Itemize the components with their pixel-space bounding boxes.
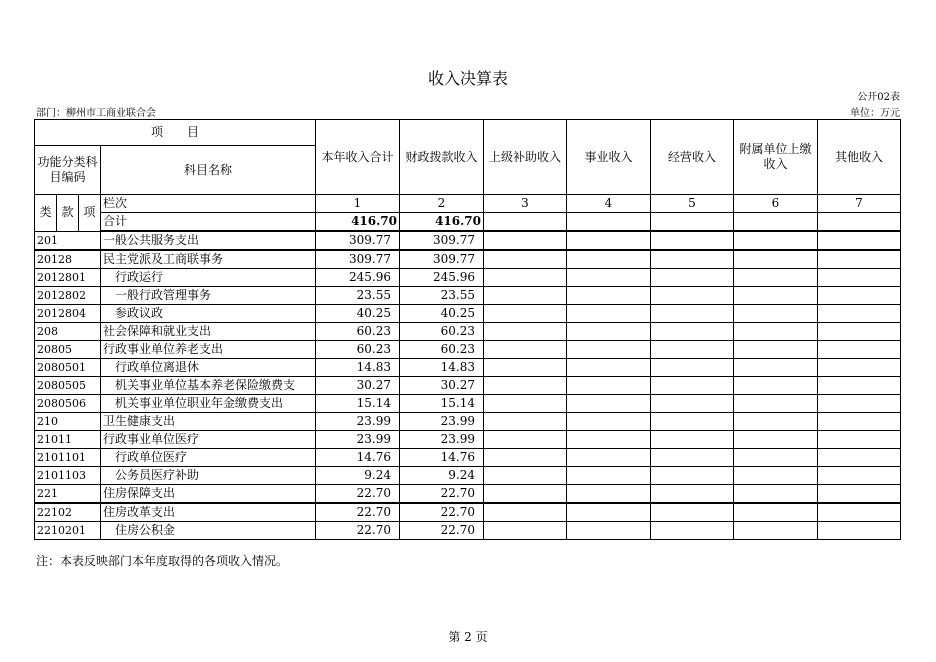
- table-row: [35, 449, 901, 467]
- table-row: [35, 287, 901, 305]
- row-value-1: 60.23: [316, 341, 400, 359]
- row-name: 一般行政管理事务: [101, 287, 316, 305]
- row-value-1: 40.25: [316, 305, 400, 323]
- header-col-1: 本年收入合计: [316, 120, 400, 195]
- table-row: [35, 359, 901, 377]
- row-code: 2012802: [35, 287, 101, 305]
- row-name: 行政单位离退休: [101, 359, 316, 377]
- row-name: 行政运行: [101, 269, 316, 287]
- row-value-2: 245.96: [400, 269, 484, 287]
- row-name: 参政议政: [101, 305, 316, 323]
- row-code: 221: [35, 485, 101, 504]
- row-value-1: 15.14: [316, 395, 400, 413]
- row-value-1: 245.96: [316, 269, 400, 287]
- header-lei: 类: [35, 195, 57, 232]
- table-row: [35, 377, 901, 395]
- row-name: 行政事业单位医疗: [101, 431, 316, 449]
- row-code: 20805: [35, 341, 101, 359]
- col-num-4: 4: [567, 195, 651, 213]
- page-number: 第 2 页: [448, 630, 488, 644]
- row-value-2: 60.23: [400, 323, 484, 341]
- row-value-2: 309.77: [400, 231, 484, 250]
- unit-label: 单位：万元: [850, 108, 900, 119]
- table-row: [35, 503, 901, 522]
- row-name: 住房改革支出: [101, 503, 316, 522]
- row-value-2: 30.27: [400, 377, 484, 395]
- row-name: 机关事业单位基本养老保险缴费支: [101, 377, 316, 395]
- row-value-2: 23.99: [400, 431, 484, 449]
- row-value-1: 23.99: [316, 413, 400, 431]
- row-name: 民主党派及工商联事务: [101, 250, 316, 269]
- header-col-6: 附属单位上缴收入: [734, 120, 818, 195]
- row-value-1: 30.27: [316, 377, 400, 395]
- table-row: [35, 305, 901, 323]
- row-value-2: 14.83: [400, 359, 484, 377]
- table-row: [35, 413, 901, 431]
- row-value-1: 309.77: [316, 250, 400, 269]
- col-num-3: 3: [484, 195, 567, 213]
- header-col-7: 其他收入: [818, 120, 901, 195]
- row-value-2: 40.25: [400, 305, 484, 323]
- row-value-2: 22.70: [400, 522, 484, 540]
- row-value-1: 22.70: [316, 503, 400, 522]
- row-code: 201: [35, 231, 101, 250]
- row-code: 2012804: [35, 305, 101, 323]
- header-func-code: 功能分类科目编码: [35, 146, 101, 195]
- row-code: 2210201: [35, 522, 101, 540]
- row-code: 2080505: [35, 377, 101, 395]
- report-title: 收入决算表: [427, 69, 508, 88]
- row-value-1: 14.76: [316, 449, 400, 467]
- col-num-6: 6: [734, 195, 818, 213]
- header-subject-name: 科目名称: [101, 146, 316, 195]
- col-num-2: 2: [400, 195, 484, 213]
- row-name: 行政单位医疗: [101, 449, 316, 467]
- form-number: 公开02表: [857, 92, 900, 103]
- header-col-2: 财政拨款收入: [400, 120, 484, 195]
- table-row: [35, 522, 901, 540]
- row-value-1: 60.23: [316, 323, 400, 341]
- row-value-2: 23.55: [400, 287, 484, 305]
- row-value-1: 22.70: [316, 485, 400, 504]
- row-code: 210: [35, 413, 101, 431]
- row-code: 2080506: [35, 395, 101, 413]
- department-label: 部门：柳州市工商业联合会: [36, 108, 156, 119]
- header-col-4: 事业收入: [567, 120, 651, 195]
- table-row: [35, 395, 901, 413]
- row-name: 社会保障和就业支出: [101, 323, 316, 341]
- row-name: 行政事业单位养老支出: [101, 341, 316, 359]
- table-row: [35, 269, 901, 287]
- row-name: 卫生健康支出: [101, 413, 316, 431]
- header-col-5: 经营收入: [651, 120, 734, 195]
- row-name: 机关事业单位职业年金缴费支出: [101, 395, 316, 413]
- footnote: 注：本表反映部门本年度取得的各项收入情况。: [36, 554, 289, 568]
- row-name: 住房公积金: [101, 522, 316, 540]
- row-value-1: 23.55: [316, 287, 400, 305]
- row-value-2: 22.70: [400, 485, 484, 504]
- total-value-1: 416.70: [316, 213, 400, 232]
- table-row: [35, 431, 901, 449]
- row-value-2: 23.99: [400, 413, 484, 431]
- table-row: [35, 341, 901, 359]
- header-lanci: 栏次: [101, 195, 316, 213]
- row-value-2: 15.14: [400, 395, 484, 413]
- row-name: 公务员医疗补助: [101, 467, 316, 485]
- row-value-1: 9.24: [316, 467, 400, 485]
- row-code: 2080501: [35, 359, 101, 377]
- income-table: [34, 119, 901, 540]
- row-value-2: 9.24: [400, 467, 484, 485]
- table-row: [35, 485, 901, 504]
- header-xiang: 项: [79, 195, 101, 232]
- row-code: 21011: [35, 431, 101, 449]
- row-value-1: 309.77: [316, 231, 400, 250]
- row-code: 2101103: [35, 467, 101, 485]
- col-num-1: 1: [316, 195, 400, 213]
- row-value-2: 309.77: [400, 250, 484, 269]
- col-num-5: 5: [651, 195, 734, 213]
- table-row: [35, 231, 901, 250]
- row-value-1: 22.70: [316, 522, 400, 540]
- row-name: 一般公共服务支出: [101, 231, 316, 250]
- table-row: [35, 467, 901, 485]
- row-name: 住房保障支出: [101, 485, 316, 504]
- row-value-1: 23.99: [316, 431, 400, 449]
- total-value-2: 416.70: [400, 213, 484, 232]
- col-num-7: 7: [818, 195, 901, 213]
- total-label: 合计: [101, 213, 316, 232]
- row-code: 2012801: [35, 269, 101, 287]
- table-row: [35, 250, 901, 269]
- row-code: 20128: [35, 250, 101, 269]
- row-value-2: 60.23: [400, 341, 484, 359]
- row-code: 22102: [35, 503, 101, 522]
- row-code: 208: [35, 323, 101, 341]
- row-value-1: 14.83: [316, 359, 400, 377]
- row-value-2: 14.76: [400, 449, 484, 467]
- header-kuan: 款: [57, 195, 79, 232]
- row-value-2: 22.70: [400, 503, 484, 522]
- row-code: 2101101: [35, 449, 101, 467]
- header-item: 项 目: [35, 120, 316, 146]
- table-row: [35, 323, 901, 341]
- header-col-3: 上级补助收入: [484, 120, 567, 195]
